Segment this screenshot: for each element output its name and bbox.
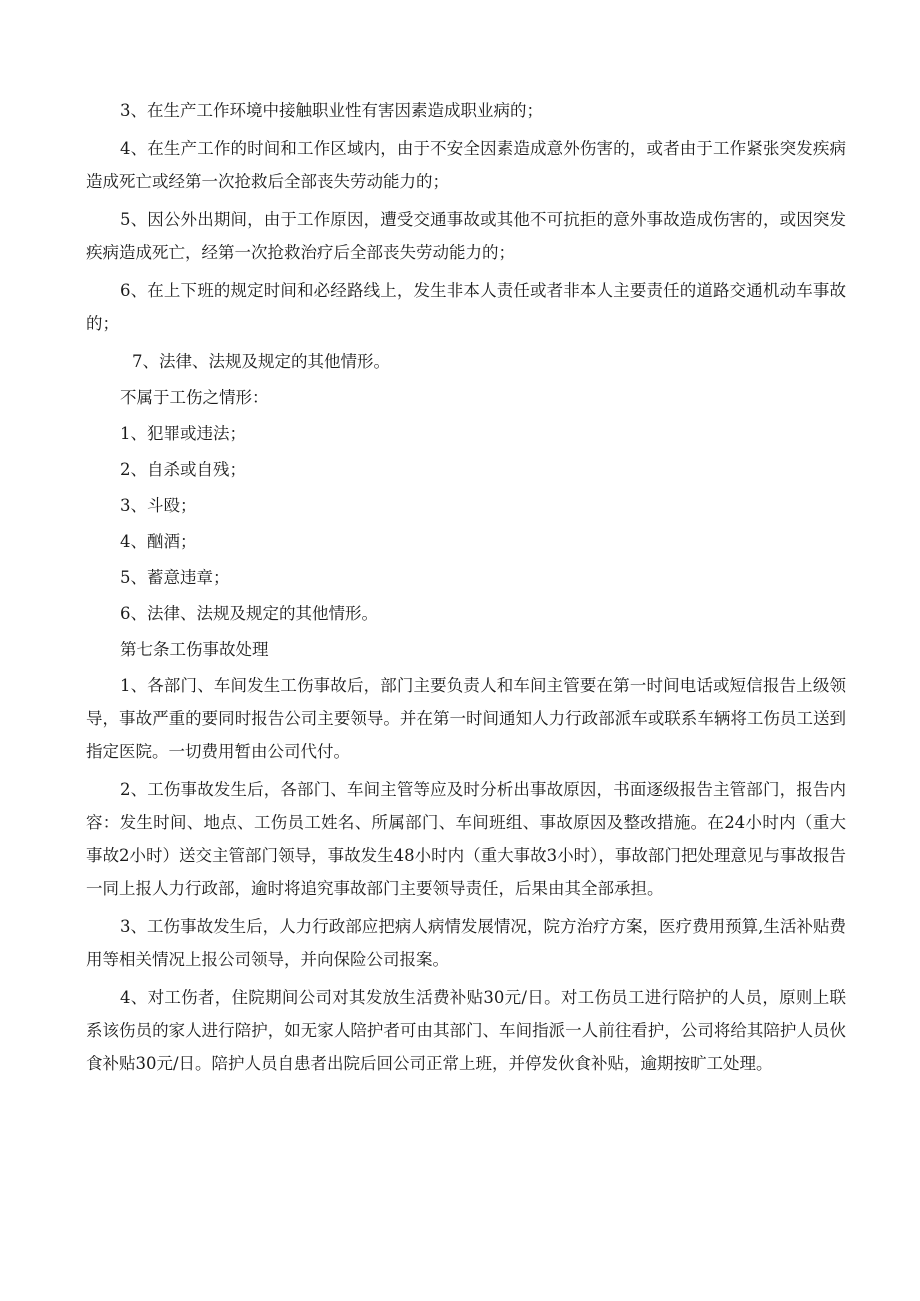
paragraph-handling-3: 3、工伤事故发生后，人力行政部应把病人病情发展情况，院方治疗方案，医疗费用预算,生活补贴费用等相关情况上报公司领导，并向保险公司报案。 [86, 917, 846, 969]
paragraph-excluded-3: 3、斗殴； [120, 496, 197, 515]
paragraph-handling-1: 1、各部门、车间发生工伤事故后，部门主要负责人和车间主管要在第一时间电话或短信报告上级领导，事故严重的要同时报告公司主要领导。并在第一时间通知人力行政部派车或联系车辆将工伤员工送到指定医院。一切费用暂由公司代付。 [86, 676, 846, 761]
paragraph-excluded-heading: 不属于工伤之情形： [120, 388, 269, 407]
paragraph-excluded-2: 2、自杀或自残； [120, 460, 246, 479]
paragraph-item-7-other: 7、法律、法规及规定的其他情形。 [132, 352, 390, 371]
paragraph-item-5-business-trip: 5、因公外出期间，由于工作原因，遭受交通事故或其他不可抗拒的意外事故造成伤害的，或因突发疾病造成死亡，经第一次抢救治疗后全部丧失劳动能力的； [86, 210, 846, 262]
paragraph-item-6-commute: 6、在上下班的规定时间和必经路线上，发生非本人责任或者非本人主要责任的道路交通机动车事故的； [86, 281, 846, 333]
paragraph-excluded-4: 4、酗酒； [120, 532, 197, 551]
paragraph-handling-2: 2、工伤事故发生后，各部门、车间主管等应及时分析出事故原因，书面逐级报告主管部门，报告内容：发生时间、地点、工伤员工姓名、所属部门、车间班组、事故原因及整改措施。在24小时内（重大事故2小时）送交主管部门领导，事故发生48小时内（重大事故3小时），事故部门把处理意见与事故报告一同上报人力行政部，逾时将追究事故部门主要领导责任，后果由其全部承担。 [86, 780, 846, 898]
paragraph-excluded-5: 5、蓄意违章； [120, 568, 230, 587]
section-heading-article-7: 第七条工伤事故处理 [120, 640, 269, 659]
paragraph-excluded-6: 6、法律、法规及规定的其他情形。 [120, 604, 378, 623]
paragraph-item-4-accidental-injury: 4、在生产工作的时间和工作区域内，由于不安全因素造成意外伤害的，或者由于工作紧张突发疾病造成死亡或经第一次抢救后全部丧失劳动能力的； [86, 139, 846, 191]
paragraph-handling-4: 4、对工伤者，住院期间公司对其发放生活费补贴30元/日。对工伤员工进行陪护的人员，原则上联系该伤员的家人进行陪护，如无家人陪护者可由其部门、车间指派一人前往看护，公司将给其陪护人员伙食补贴30元/日。陪护人员自患者出院后回公司正常上班，并停发伙食补贴，逾期按旷工处理。 [86, 988, 846, 1073]
paragraph-item-3-occupational-disease: 3、在生产工作环境中接触职业性有害因素造成职业病的； [120, 101, 543, 120]
paragraph-excluded-1: 1、犯罪或违法； [120, 424, 246, 443]
document-body [86, 94, 846, 1080]
